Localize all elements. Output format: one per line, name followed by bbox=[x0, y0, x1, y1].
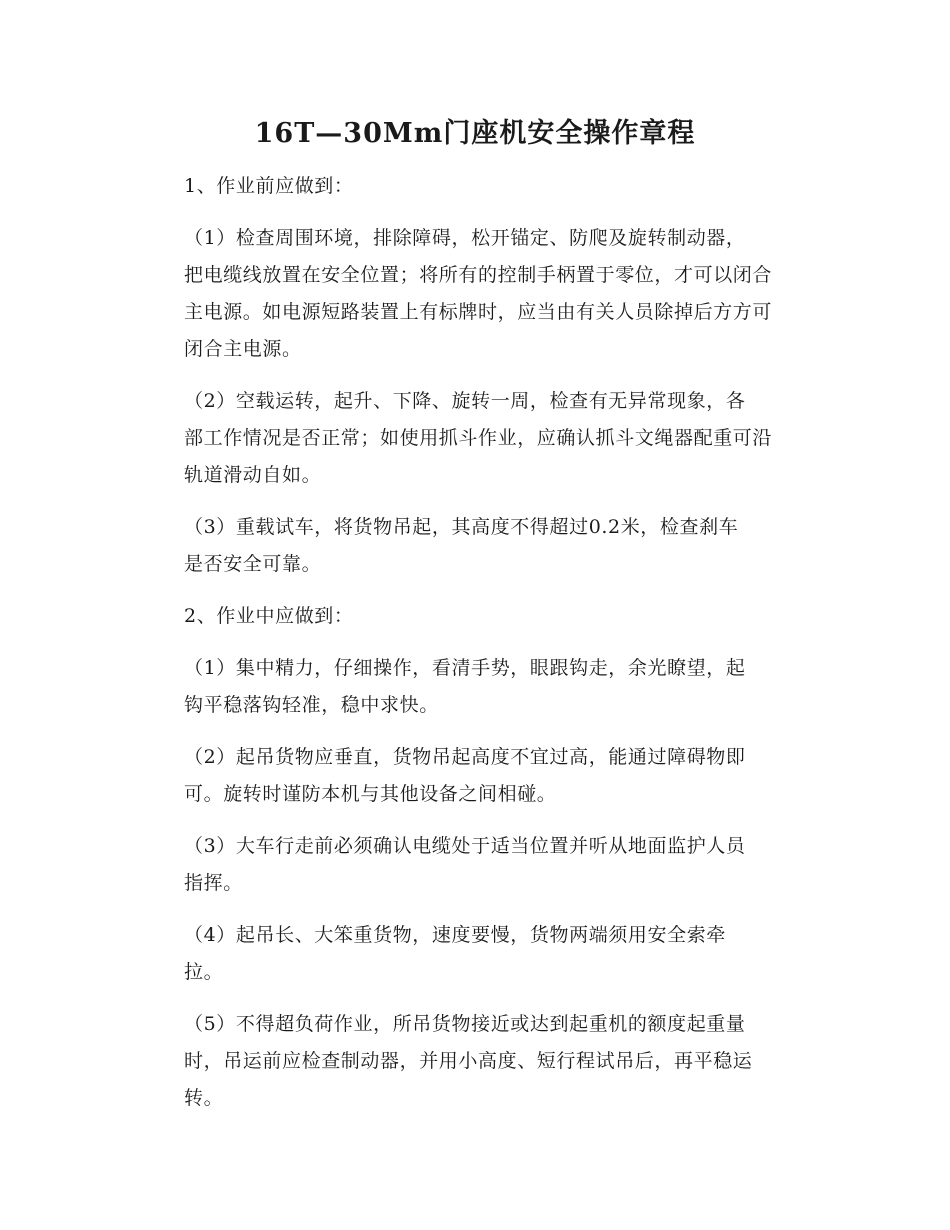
document-title: 16T—30Mm门座机安全操作章程 bbox=[254, 118, 696, 149]
clause-before-2 bbox=[140, 383, 808, 494]
paragraph-line: 把电缆线放置在安全位置；将所有的控制手柄置于零位，才可以闭合 bbox=[184, 264, 773, 286]
paragraph-line: （4）起吊长、大笨重货物，速度要慢，货物两端须用安全索牵 bbox=[184, 924, 726, 946]
paragraph-line: 1、作业前应做到： bbox=[184, 175, 354, 197]
paragraph-line: 主电源。如电源短路装置上有标牌时，应当由有关人员除掉后方方可 bbox=[184, 301, 773, 323]
paragraph-line: 闭合主电源。 bbox=[184, 338, 302, 360]
paragraph-line: 拉。 bbox=[184, 961, 224, 983]
paragraph-line: （2）起吊货物应垂直，货物吊起高度不宜过高，能通过障碍物即 bbox=[184, 746, 746, 768]
section-heading-before-work bbox=[140, 168, 808, 205]
paragraph-line: 是否安全可靠。 bbox=[184, 553, 322, 575]
clause-during-5 bbox=[140, 1006, 808, 1117]
paragraph-line: （5）不得超负荷作业，所吊货物接近或达到起重机的额度起重量 bbox=[184, 1013, 746, 1035]
paragraph-line: 2、作业中应做到： bbox=[184, 605, 354, 627]
clause-during-1 bbox=[140, 650, 808, 724]
clause-before-3 bbox=[140, 509, 808, 583]
paragraph-line: （1）检查周围环境，排除障碍，松开锚定、防爬及旋转制动器， bbox=[184, 227, 746, 249]
paragraph-line: （1）集中精力，仔细操作，看清手势，眼跟钩走，余光瞭望，起 bbox=[184, 657, 746, 679]
paragraph-line: （2）空载运转，起升、下降、旋转一周，检查有无异常现象，各 bbox=[184, 390, 746, 412]
section-heading-during-work bbox=[140, 598, 808, 635]
paragraph-line: 部工作情况是否正常；如使用抓斗作业，应确认抓斗文绳器配重可沿 bbox=[184, 427, 773, 449]
paragraph-line: 可。旋转时谨防本机与其他设备之间相碰。 bbox=[184, 783, 557, 805]
document-body bbox=[140, 168, 808, 1132]
clause-during-3 bbox=[140, 828, 808, 902]
clause-during-2 bbox=[140, 739, 808, 813]
paragraph-line: 指挥。 bbox=[184, 872, 243, 894]
paragraph-line: 转。 bbox=[184, 1087, 224, 1109]
clause-during-4 bbox=[140, 917, 808, 991]
paragraph-line: （3）重载试车，将货物吊起，其高度不得超过0.2米，检查刹车 bbox=[184, 516, 739, 538]
clause-before-1 bbox=[140, 220, 808, 368]
paragraph-line: 时，吊运前应检查制动器，并用小高度、短行程试吊后，再平稳运 bbox=[184, 1050, 753, 1072]
paragraph-line: 钩平稳落钩轻准，稳中求快。 bbox=[184, 694, 439, 716]
paragraph-line: 轨道滑动自如。 bbox=[184, 464, 322, 486]
paragraph-line: （3）大车行走前必须确认电缆处于适当位置并听从地面监护人员 bbox=[184, 835, 746, 857]
